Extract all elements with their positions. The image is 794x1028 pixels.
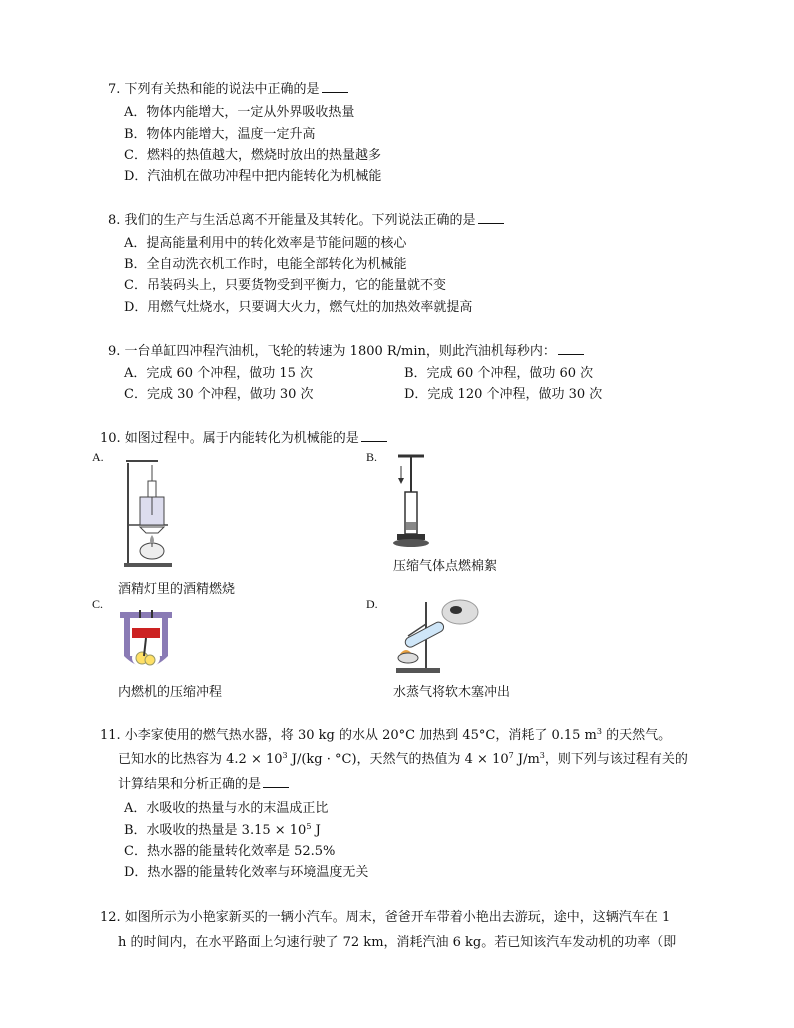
q8-option-c[interactable]: C．吊装码头上，只要货物受到平衡力，它的能量就不变 — [124, 278, 446, 293]
answer-blank[interactable] — [478, 211, 504, 224]
q10-caption-d: 水蒸气将软木塞冲出 — [393, 685, 511, 700]
q8-option-d[interactable]: D．用燃气灶烧水，只要调大火力，燃气灶的加热效率就提高 — [124, 300, 473, 315]
q7-option-b[interactable]: B．物体内能增大，温度一定升高 — [124, 127, 316, 142]
alcohol-lamp-figure — [118, 455, 178, 570]
q9-option-b[interactable]: B．完成 60 个冲程，做功 60 次 — [404, 366, 594, 381]
q9-option-a[interactable]: A．完成 60 个冲程，做功 15 次 — [124, 366, 314, 381]
q11-line-1: 11. 小李家使用的燃气热水器，将 30 kg 的水从 20°C 加热到 45°C，消耗了 0.15 $m^3$ 的天然气。 — [100, 727, 672, 743]
q7-option-a[interactable]: A．物体内能增大，一定从外界吸收热量 — [124, 105, 355, 120]
answer-blank[interactable] — [263, 775, 289, 788]
q10-letter-c[interactable]: C. — [92, 597, 104, 611]
q9-stem: 9. 一台单缸四冲程汽油机，飞轮的转速为 1800 R/min，则此汽油机每秒内： — [108, 340, 584, 359]
answer-blank[interactable] — [322, 80, 348, 93]
steam-cork-figure — [396, 596, 482, 676]
q11-option-a[interactable]: A．水吸收的热量与水的末温成正比 — [124, 801, 329, 816]
q10-caption-b: 压缩气体点燃棉絮 — [393, 559, 498, 574]
fire-syringe-figure — [388, 452, 434, 548]
q7-option-c[interactable]: C．燃料的热值越大，燃烧时放出的热量越多 — [124, 148, 381, 163]
q7-stem: 7. 下列有关热和能的说法中正确的是 — [108, 78, 348, 97]
engine-cylinder-figure — [118, 606, 174, 676]
q10-stem: 10. 如图过程中。属于内能转化为机械能的是 — [100, 427, 387, 446]
q7-option-d[interactable]: D．汽油机在做功冲程中把内能转化为机械能 — [124, 169, 382, 184]
q9-option-d[interactable]: D．完成 120 个冲程，做功 30 次 — [404, 387, 603, 402]
q12-line-2: h 的时间内，在水平路面上匀速行驶了 72 km，消耗汽油 6 kg。若已知该汽车发动机的功率（即 — [118, 935, 677, 950]
q8-option-a[interactable]: A．提高能量利用中的转化效率是节能问题的核心 — [124, 236, 407, 251]
q10-letter-d[interactable]: D. — [366, 597, 378, 611]
q10-letter-a[interactable]: A. — [92, 450, 104, 464]
q8-option-b[interactable]: B．全自动洗衣机工作时，电能全部转化为机械能 — [124, 257, 407, 272]
answer-blank[interactable] — [558, 342, 584, 355]
q11-line-3: 计算结果和分析正确的是 — [118, 773, 289, 792]
q10-letter-b[interactable]: B. — [366, 450, 378, 464]
q12-line-1: 12. 如图所示为小艳家新买的一辆小汽车。周末，爸爸开车带着小艳出去游玩，途中，这辆汽车在 1 — [100, 910, 671, 925]
q11-option-d[interactable]: D．热水器的能量转化效率与环境温度无关 — [124, 865, 369, 880]
answer-blank[interactable] — [361, 429, 387, 442]
q10-caption-a: 酒精灯里的酒精燃烧 — [118, 582, 236, 597]
q11-option-c[interactable]: C．热水器的能量转化效率是 52.5% — [124, 844, 336, 859]
q11-option-b[interactable]: B．水吸收的热量是 $3.15 \times 10^5$ J — [124, 822, 321, 838]
q8-stem: 8. 我们的生产与生活总离不开能量及其转化。下列说法正确的是 — [108, 209, 504, 228]
q11-line-2: 已知水的比热容为 $4.2 \times 10^3$ J/(kg · °C)，天然气的热值为 $4 \times 10^7$ $J/m^3$，则下列与该过程有关的 — [118, 751, 688, 767]
q10-caption-c: 内燃机的压缩冲程 — [118, 685, 223, 700]
q9-option-c[interactable]: C．完成 30 个冲程，做功 30 次 — [124, 387, 314, 402]
